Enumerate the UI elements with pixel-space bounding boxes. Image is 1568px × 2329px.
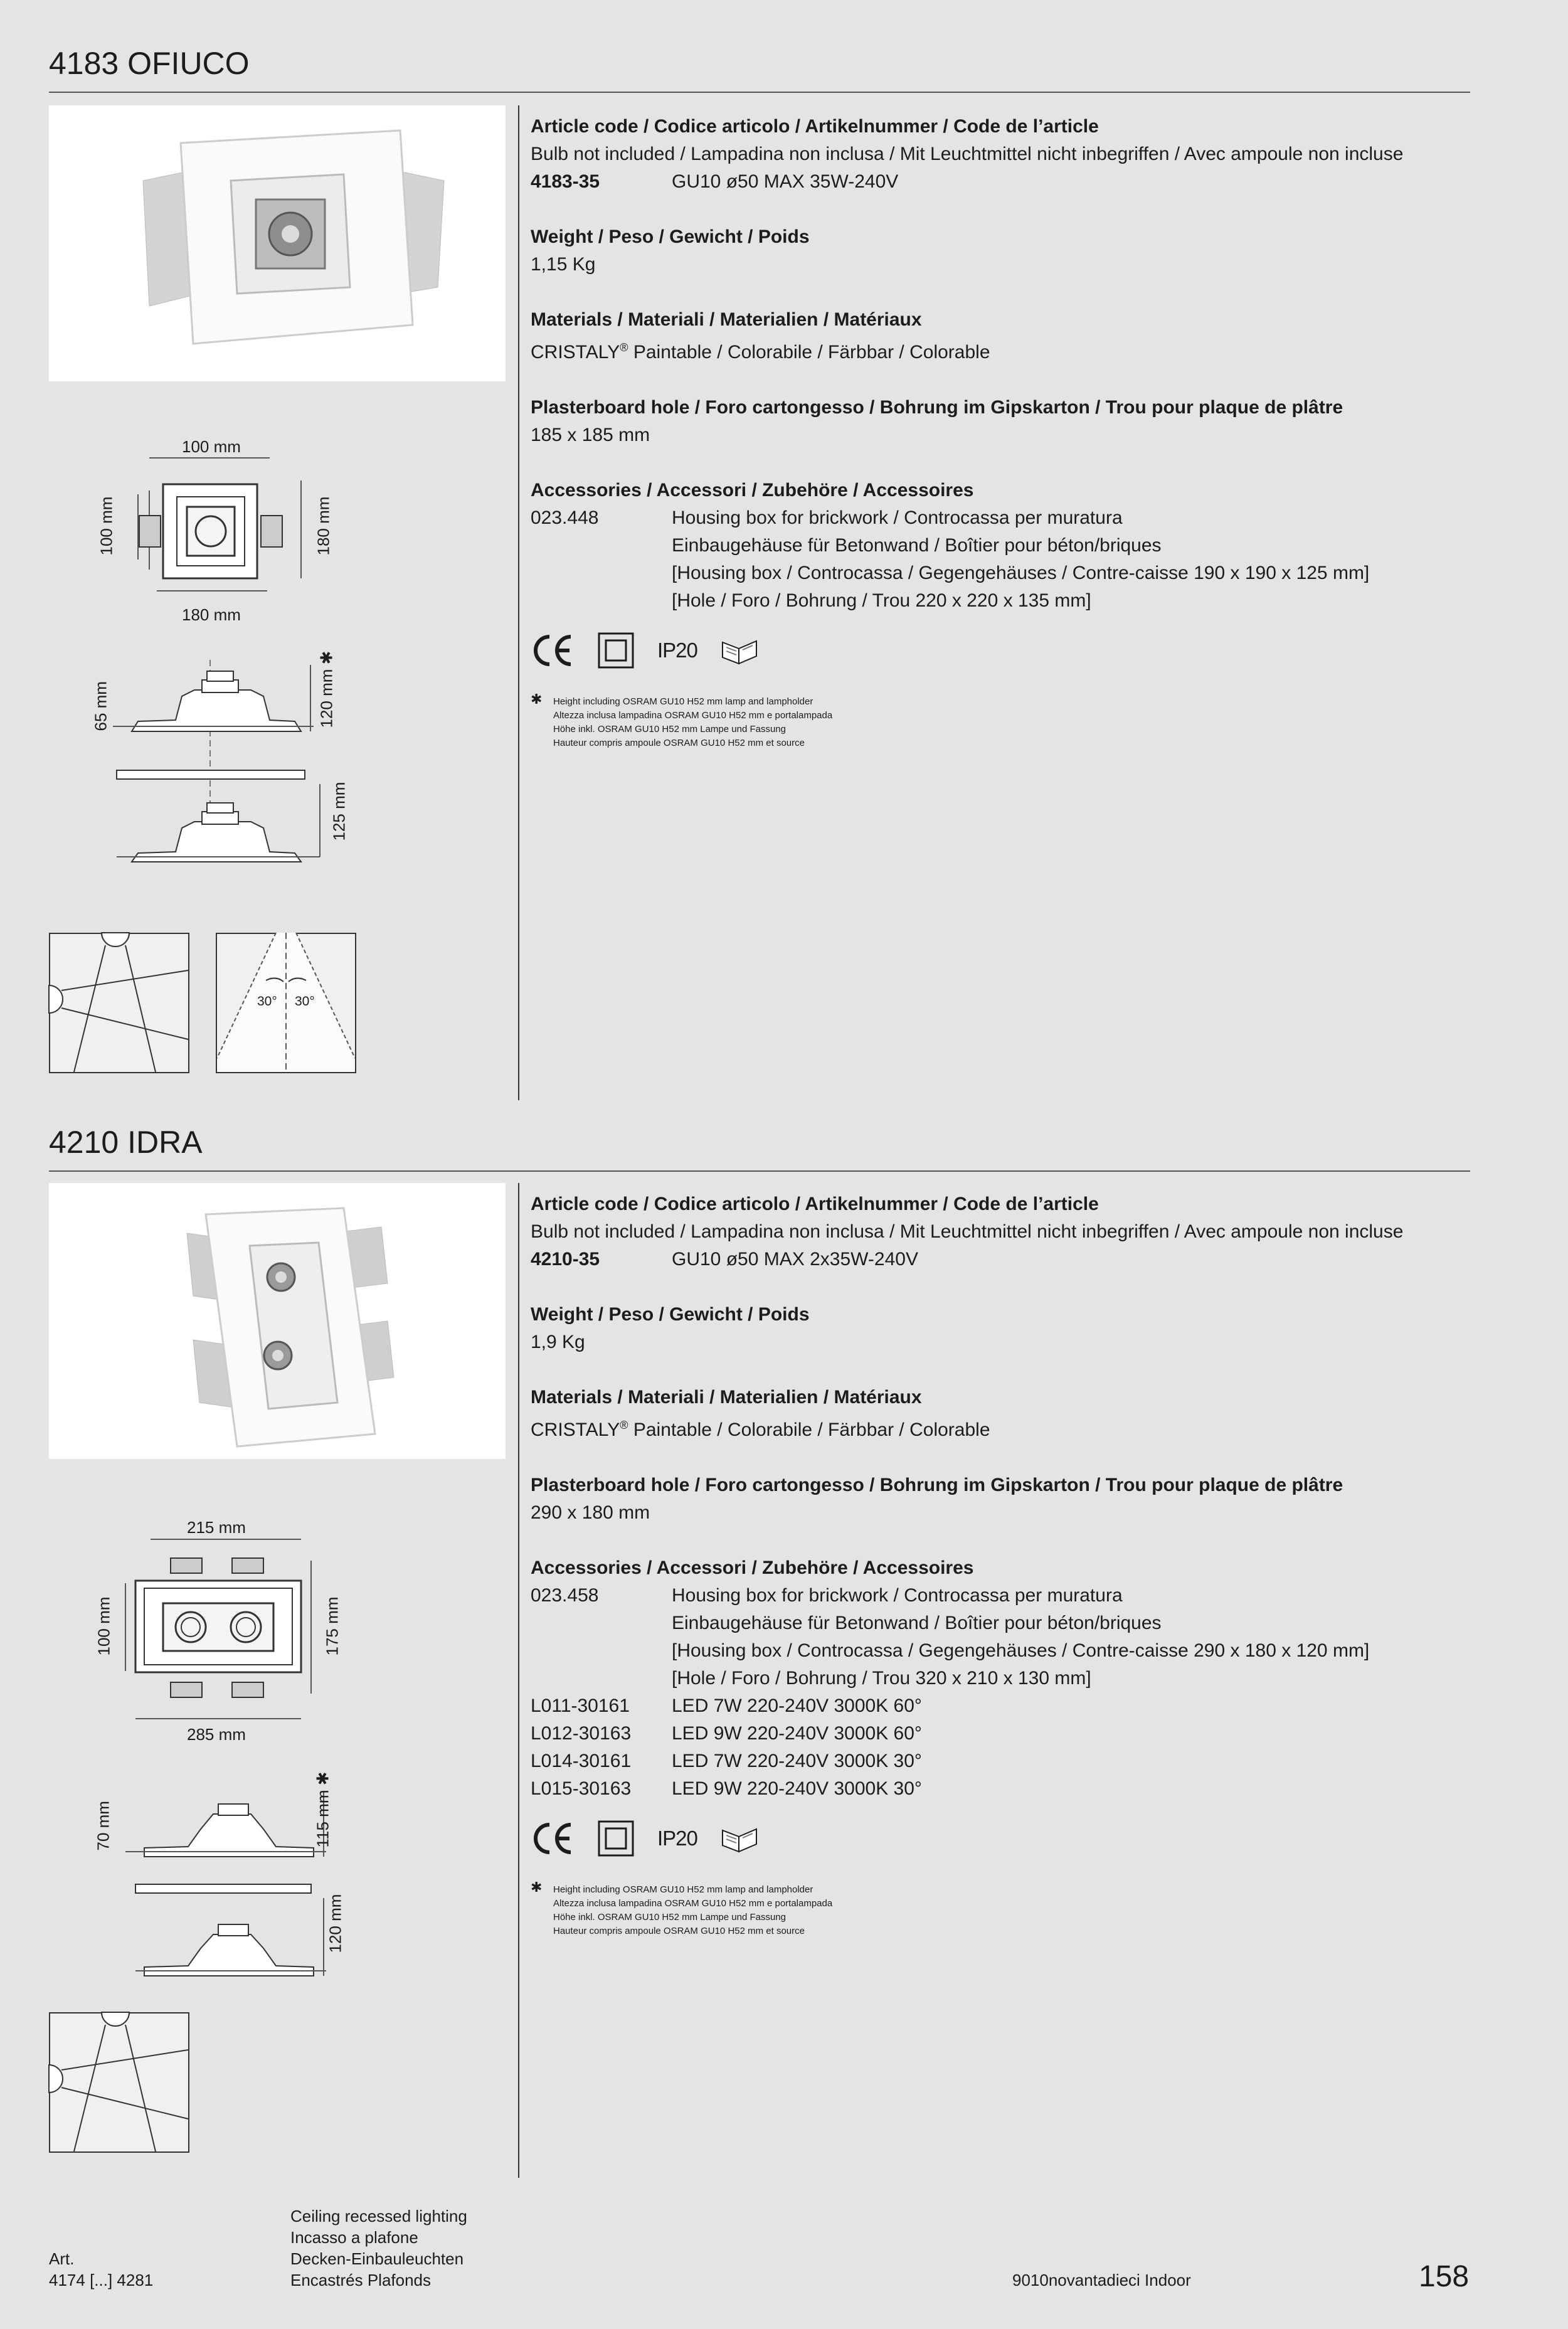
article-code-desc: GU10 ø50 MAX 35W-240V — [672, 171, 899, 192]
note-line: Altezza inclusa lampadina OSRAM GU10 H52 mm e portalampada — [553, 710, 833, 721]
note-line: Höhe inkl. OSRAM GU10 H52 mm Lampe und Fassung — [553, 724, 786, 735]
brand-name: 9010novantadieci Indoor — [1012, 2271, 1191, 2289]
ce-mark-icon — [531, 1821, 575, 1856]
hole-header: Plasterboard hole / Foro cartongesso / Bohrung im Gipskarton / Trou pour plaque de plâtre — [531, 1475, 1343, 1495]
materials-header: Materials / Materiali / Materialien / Matériaux — [531, 1387, 922, 1408]
category-list — [290, 2205, 467, 2291]
hole-value: 290 x 180 mm — [531, 1502, 650, 1523]
accessory-line: [Housing box / Controcassa / Gegengehäuses / Contre-caisse 190 x 190 x 125 mm] — [672, 563, 1370, 583]
note-line: Height including OSRAM GU10 H52 mm lamp and lampholder — [553, 696, 813, 707]
light-beam-diagram-angle — [216, 933, 356, 1073]
dim-box-right: 120 mm — [326, 1894, 345, 1953]
column-divider — [518, 1183, 519, 2178]
installation-manual-icon — [720, 1824, 760, 1853]
product-title: 4210 IDRA — [49, 1125, 203, 1160]
category-line: Decken-Einbauleuchten — [290, 2249, 464, 2268]
section-divider — [49, 1170, 1470, 1172]
weight-header: Weight / Peso / Gewicht / Poids — [531, 226, 810, 247]
led-desc: LED 9W 220-240V 3000K 30° — [672, 1778, 922, 1799]
certification-icons — [531, 629, 1471, 672]
profile-drawing — [113, 652, 339, 866]
weight-header: Weight / Peso / Gewicht / Poids — [531, 1304, 810, 1325]
light-beam-diagram-side — [49, 933, 189, 1073]
dim-profile-left: 65 mm — [91, 681, 110, 731]
product-render — [49, 105, 506, 381]
asterisk-icon: ✱ — [531, 1879, 543, 1895]
note-line: Height including OSRAM GU10 H52 mm lamp and lampholder — [553, 1884, 813, 1895]
dim-box-right: 125 mm — [329, 782, 349, 841]
led-code: L015-30163 — [531, 1778, 632, 1799]
article-code-desc: GU10 ø50 MAX 2x35W-240V — [672, 1249, 918, 1270]
dim-top-width: 100 mm — [182, 437, 241, 456]
materials-value: CRISTALY® Paintable / Colorabile / Färbbar / Colorable — [531, 341, 990, 363]
dim-bottom-width: 180 mm — [182, 605, 241, 624]
article-header: Article code / Codice articolo / Artikelnummer / Code de l’article — [531, 1194, 1099, 1214]
led-code: L012-30163 — [531, 1723, 632, 1744]
certification-icons — [531, 1817, 1471, 1860]
product-photo — [49, 1183, 506, 1459]
technical-drawing-top — [125, 1533, 326, 1721]
dim-profile-left: 70 mm — [93, 1801, 113, 1851]
accessory-line: [Hole / Foro / Bohrung / Trou 320 x 210 x 130 mm] — [672, 1668, 1091, 1689]
category-line: Encastrés Plafonds — [290, 2271, 432, 2289]
category-line: Ceiling recessed lighting — [290, 2207, 467, 2226]
page-number: 158 — [1419, 2260, 1470, 2293]
light-beam-diagram-side — [49, 2012, 189, 2153]
weight-value: 1,9 Kg — [531, 1332, 585, 1352]
dim-right-height: 180 mm — [314, 496, 333, 556]
accessories-header: Accessories / Accessori / Zubehöre / Accessoires — [531, 1557, 974, 1578]
weight-value: 1,15 Kg — [531, 254, 596, 275]
accessory-code: 023.458 — [531, 1585, 599, 1606]
article-label: Art. — [49, 2249, 75, 2268]
installation-manual-icon — [720, 636, 760, 665]
section-divider — [49, 92, 1470, 93]
height-notes — [531, 1879, 1471, 1938]
beam-angle-left: 30° — [257, 994, 277, 1009]
bulb-note: Bulb not included / Lampadina non inclusa / Mit Leuchtmittel nicht inbegriffen / Avec ampoule non incluse — [531, 1221, 1404, 1242]
dim-profile-right: 120 mm ✱ — [317, 650, 336, 728]
dim-left-height: 100 mm — [94, 1596, 114, 1656]
beam-angle-right: 30° — [295, 994, 315, 1009]
materials-header: Materials / Materiali / Materialien / Matériaux — [531, 309, 922, 330]
accessory-code: 023.448 — [531, 507, 599, 528]
hole-header: Plasterboard hole / Foro cartongesso / Bohrung im Gipskarton / Trou pour plaque de plâtre — [531, 397, 1343, 418]
dim-left-height: 100 mm — [97, 496, 116, 556]
article-header: Article code / Codice articolo / Artikelnummer / Code de l’article — [531, 116, 1099, 137]
class-ii-icon — [597, 1820, 635, 1857]
accessory-line: Housing box for brickwork / Controcassa per muratura — [672, 507, 1123, 528]
dim-bottom-width: 285 mm — [187, 1725, 246, 1744]
column-divider — [518, 105, 519, 1100]
accessories-header: Accessories / Accessori / Zubehöre / Accessoires — [531, 480, 974, 501]
bulb-note: Bulb not included / Lampadina non inclusa / Mit Leuchtmittel nicht inbegriffen / Avec ampoule non incluse — [531, 144, 1404, 164]
note-line: Hauteur compris ampoule OSRAM GU10 H52 mm et source — [553, 738, 805, 748]
article-range-value: 4174 [...] 4281 — [49, 2271, 154, 2289]
accessory-line: Einbaugehäuse für Betonwand / Boîtier pour béton/briques — [672, 535, 1162, 556]
ce-mark-icon — [531, 633, 575, 668]
spec-block — [531, 113, 1471, 750]
class-ii-icon — [597, 632, 635, 669]
led-desc: LED 9W 220-240V 3000K 60° — [672, 1723, 922, 1744]
article-code: 4210-35 — [531, 1249, 600, 1270]
product-render — [49, 1183, 506, 1459]
category-line: Incasso a plafone — [290, 2228, 418, 2247]
materials-value: CRISTALY® Paintable / Colorabile / Färbbar / Colorable — [531, 1419, 990, 1440]
dim-profile-right: 115 mm ✱ — [313, 1771, 332, 1848]
note-line: Hauteur compris ampoule OSRAM GU10 H52 mm et source — [553, 1926, 805, 1936]
led-desc: LED 7W 220-240V 3000K 60° — [672, 1695, 922, 1716]
led-desc: LED 7W 220-240V 3000K 30° — [672, 1751, 922, 1771]
spec-block — [531, 1191, 1471, 1938]
article-range — [49, 2248, 153, 2291]
accessory-line: Einbaugehäuse für Betonwand / Boîtier pour béton/briques — [672, 1613, 1162, 1633]
product-title: 4183 OFIUCO — [49, 46, 250, 81]
dim-top-width: 215 mm — [187, 1518, 246, 1537]
ip-rating: IP20 — [657, 639, 697, 662]
accessory-line: [Housing box / Controcassa / Gegengehäuses / Contre-caisse 290 x 180 x 120 mm] — [672, 1640, 1370, 1661]
led-code: L011-30161 — [531, 1695, 630, 1716]
led-code: L014-30161 — [531, 1751, 632, 1771]
note-line: Altezza inclusa lampadina OSRAM GU10 H52 mm e portalampada — [553, 1898, 833, 1909]
article-code: 4183-35 — [531, 171, 600, 192]
asterisk-icon: ✱ — [531, 691, 543, 707]
hole-value: 185 x 185 mm — [531, 425, 650, 445]
height-notes — [531, 691, 1471, 750]
accessory-line: Housing box for brickwork / Controcassa per muratura — [672, 1585, 1123, 1606]
product-photo — [49, 105, 506, 381]
note-line: Höhe inkl. OSRAM GU10 H52 mm Lampe und Fassung — [553, 1912, 786, 1923]
profile-drawing — [125, 1771, 339, 1986]
dim-right-height: 175 mm — [322, 1596, 342, 1656]
accessory-line: [Hole / Foro / Bohrung / Trou 220 x 220 x 135 mm] — [672, 590, 1091, 611]
ip-rating: IP20 — [657, 1827, 697, 1850]
